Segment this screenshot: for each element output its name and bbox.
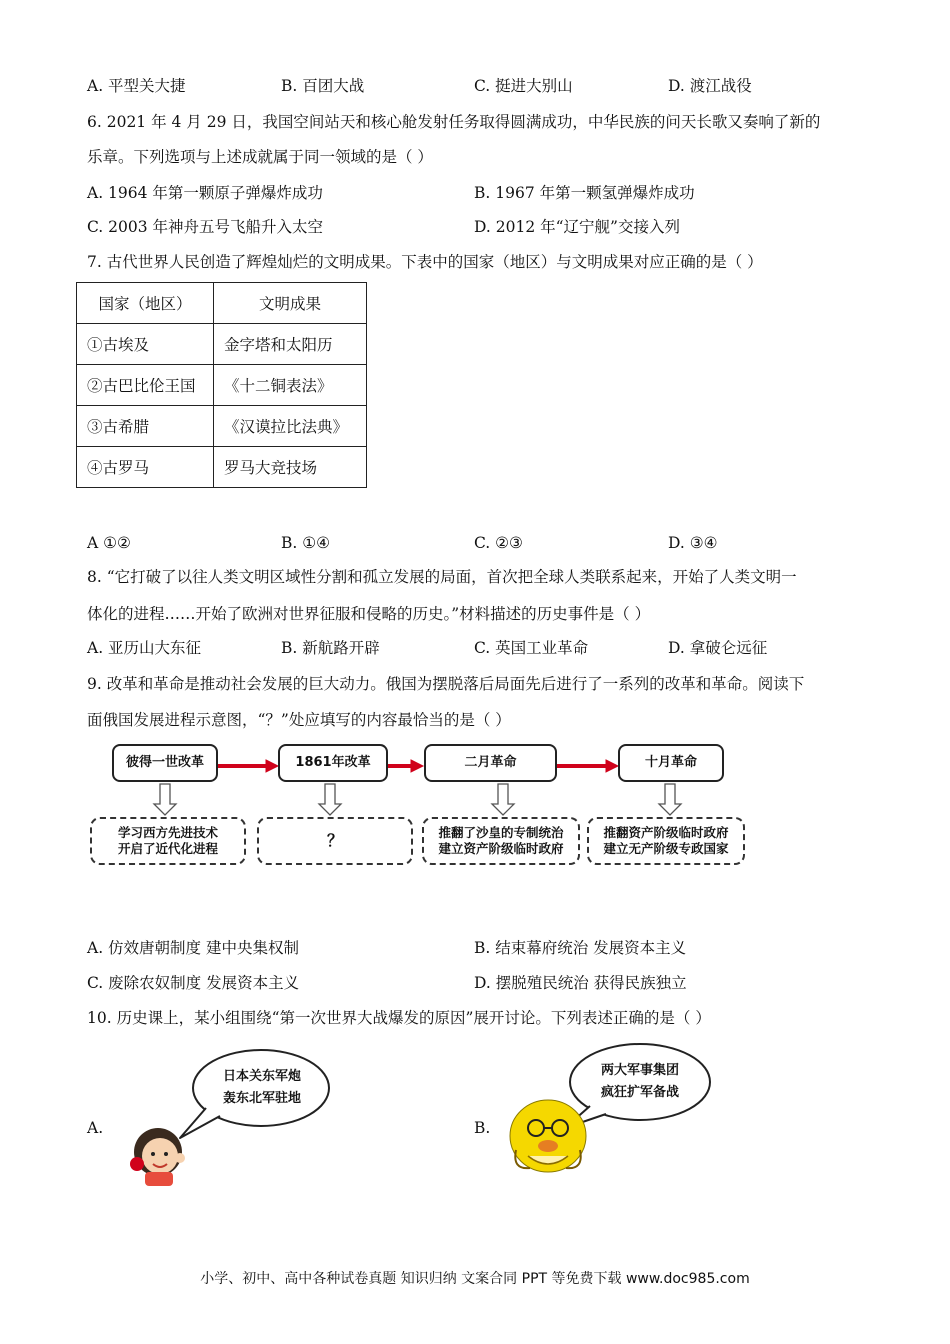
q9-stem-line2: 面俄国发展进程示意图，“？”处应填写的内容最恰当的是（ ）: [87, 711, 511, 729]
flow-step-october-revolution: 十月革命: [618, 744, 724, 782]
table-cell: ③古希腊: [77, 406, 214, 447]
q7-option-d: D. ③④: [668, 534, 718, 552]
table-cell: ①古埃及: [77, 324, 214, 365]
q6-option-d: D. 2012 年“辽宁舰”交接入列: [474, 218, 680, 236]
q9-option-c: C. 废除农奴制度 发展资本主义: [87, 974, 300, 992]
bubble-b-line: 两大军事集团: [600, 1063, 679, 1078]
table-header-cell: 国家（地区）: [77, 283, 214, 324]
q6-option-c: C. 2003 年神舟五号飞船升入太空: [87, 218, 324, 236]
flow-result-line: 推翻了沙皇的专制统治: [438, 825, 564, 840]
q8-option-a: A. 亚历山大东征: [87, 639, 202, 657]
girl-icon: [130, 1128, 185, 1186]
table-cell: 《汉谟拉比法典》: [214, 406, 367, 447]
q8-option-c: C. 英国工业革命: [474, 639, 589, 657]
bubble-a-text: [202, 1066, 322, 1110]
table-cell: 《十二铜表法》: [214, 365, 367, 406]
q5-option-d: D. 渡江战役: [668, 77, 752, 95]
q9-stem-line1: 9. 改革和革命是推动社会发展的巨大动力。俄国为摆脱落后局面先后进行了一系列的改革和革命。阅读下: [87, 675, 805, 693]
bubble-a-line: 轰东北军驻地: [222, 1091, 301, 1106]
q7-stem: 7. 古代世界人民创造了辉煌灿烂的文明成果。下表中的国家（地区）与文明成果对应正确的是（ ）: [87, 253, 763, 271]
flow-step-february-revolution: 二月革命: [424, 744, 557, 782]
table-cell: 金字塔和太阳历: [214, 324, 367, 365]
q7-option-a: A ①②: [87, 534, 131, 552]
flow-result-line: 建立资产阶级临时政府: [438, 841, 564, 856]
q6-stem-line1: 6. 2021 年 4 月 29 日，我国空间站天和核心舱发射任务取得圆满成功，中华民族的问天长歌又奏响了新的: [87, 113, 821, 131]
q6-option-b: B. 1967 年第一颗氢弹爆炸成功: [474, 184, 695, 202]
q8-option-d: D. 拿破仑远征: [668, 639, 768, 657]
q9-option-b: B. 结束幕府统治 发展资本主义: [474, 939, 687, 957]
q5-option-b: B. 百团大战: [281, 77, 365, 95]
flow-step-1861-reform: 1861年改革: [278, 744, 388, 782]
table-cell: ②古巴比伦王国: [77, 365, 214, 406]
q7-option-b: B. ①④: [281, 534, 331, 552]
q10-option-a-label: A.: [87, 1119, 104, 1137]
flow-result-line: 开启了近代化进程: [117, 841, 218, 856]
table-cell: ④古罗马: [77, 447, 214, 488]
old-man-icon: [510, 1100, 586, 1172]
q9-option-d: D. 摆脱殖民统治 获得民族独立: [474, 974, 687, 992]
flow-result-line: 推翻资产阶级临时政府: [603, 825, 729, 840]
flow-result-line: 建立无产阶级专政国家: [603, 841, 729, 856]
q5-option-c: C. 挺进大别山: [474, 77, 573, 95]
q8-stem-line2: 体化的进程……开始了欧洲对世界征服和侵略的历史。”材料描述的历史事件是（ ）: [87, 605, 651, 623]
bubble-b-text: [580, 1060, 700, 1104]
q8-stem-line1: 8. “它打破了以往人类文明区域性分割和孤立发展的局面，首次把全球人类联系起来，开始了人类文明一: [87, 568, 797, 586]
q10-option-b-label: B.: [474, 1119, 491, 1137]
q7-option-c: C. ②③: [474, 534, 523, 552]
question-mark: ？: [326, 831, 343, 850]
flow-step-peter-reform: 彼得一世改革: [112, 744, 218, 782]
q8-option-b: B. 新航路开辟: [281, 639, 380, 657]
bubble-a-line: 日本关东军炮: [222, 1069, 301, 1084]
q10-stem: 10. 历史课上，某小组围绕“第一次世界大战爆发的原因”展开讨论。下列表述正确的是（ ）: [87, 1009, 711, 1027]
q9-option-a: A. 仿效唐朝制度 建中央集权制: [87, 939, 299, 957]
flow-result-line: 学习西方先进技术: [117, 825, 218, 840]
table-cell: 罗马大竞技场: [214, 447, 367, 488]
q6-stem-line2: 乐章。下列选项与上述成就属于同一领域的是（ ）: [87, 148, 433, 166]
table-header-cell: 文明成果: [214, 283, 367, 324]
bubble-b-line: 疯狂扩军备战: [600, 1085, 679, 1100]
page-footer: 小学、初中、高中各种试卷真题 知识归纳 文案合同 PPT 等免费下载 www.doc985.com: [200, 1271, 750, 1287]
q5-option-a: A. 平型关大捷: [87, 77, 186, 95]
q6-option-a: A. 1964 年第一颗原子弹爆炸成功: [87, 184, 323, 202]
